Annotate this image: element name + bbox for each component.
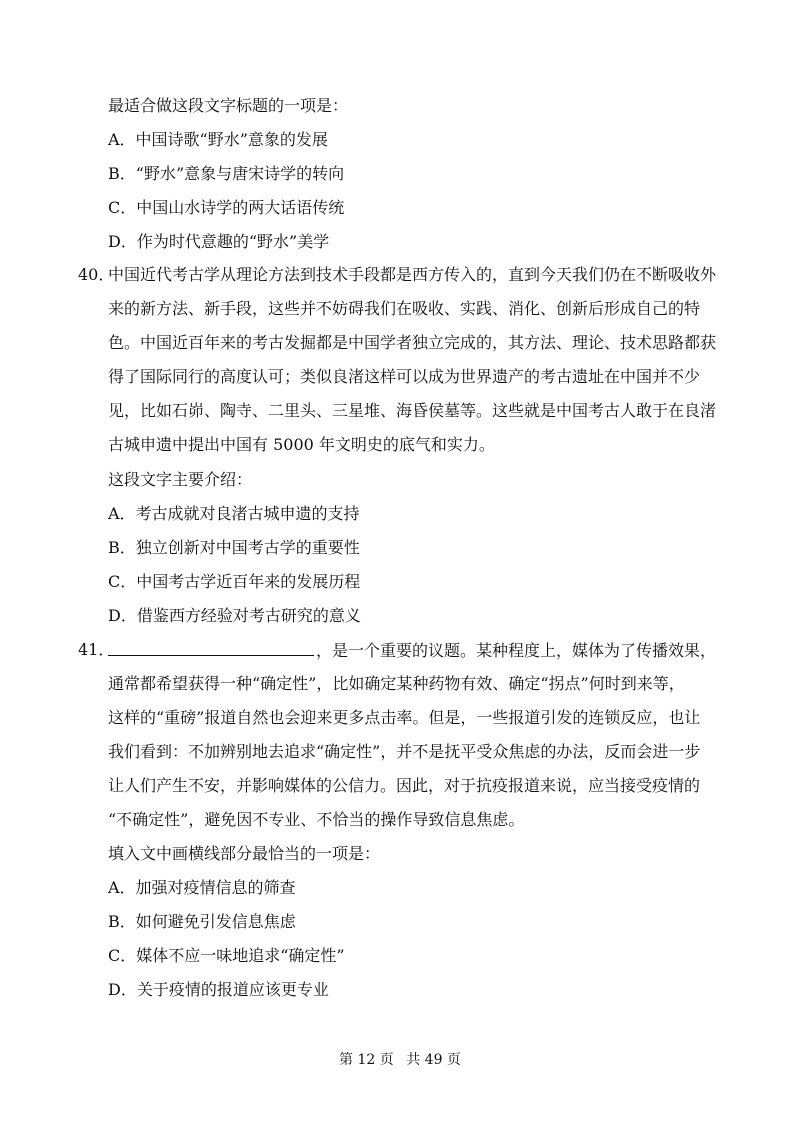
q41-option-d: D．关于疫情的报道应该更专业 [108,980,329,999]
q41-passage-line-2: 通常都希望获得一种“确定性”，比如确定某种药物有效、确定“拐点”何时到来等， [108,674,685,693]
q41-first-line [108,640,716,660]
page-number: 第 12 页 [339,1052,394,1068]
q41-option-b: B．如何避免引发信息焦虑 [108,912,296,931]
q40-option-a: A．考古成就对良渚古城申遗的支持 [108,504,360,523]
q41-prompt: 填入文中画横线部分最恰当的一项是： [108,844,381,863]
q39-option-a: A．中国诗歌“野水”意象的发展 [108,130,328,149]
q40-number: 40． [78,265,115,284]
q41-passage-line-3: 这样的“重磅”报道自然也会迎来更多点击率。但是，一些报道引发的连锁反应，也让 [108,708,701,727]
q39-option-d: D．作为时代意趣的“野水”美学 [108,232,330,251]
q39-option-b: B．“野水”意象与唐宋诗学的转向 [108,164,345,183]
q40-option-b: B．独立创新对中国考古学的重要性 [108,538,360,557]
q40-passage-line-4: 得了国际同行的高度认可；类似良渚这样可以成为世界遗产的考古遗址在中国并不少 [108,367,701,386]
q41-first-line-tail: ，是一个重要的议题。某种程度上，媒体为了传播效果， [316,641,717,660]
q40-passage-line-2: 来的新方法、新手段，这些并不妨碍我们在吸收、实践、消化、创新后形成自己的特 [108,299,701,318]
q39-prompt: 最适合做这段文字标题的一项是： [108,96,349,115]
q41-passage-line-4: 我们看到：不加辨别地去追求“确定性”，并不是抚平受众焦虑的办法，反而会进一步 [108,742,701,761]
q40-passage-line-6: 古城申遗中提出中国有 5000 年文明史的底气和实力。 [108,435,495,454]
q41-number: 41． [78,640,115,659]
q40-prompt: 这段文字主要介绍： [108,470,253,489]
q41-option-c: C．媒体不应一味地追求“确定性” [108,946,345,965]
q40-option-c: C．中国考古学近百年来的发展历程 [108,572,361,591]
page-footer [0,1051,800,1069]
q39-option-c: C．中国山水诗学的两大话语传统 [108,198,345,217]
q40-passage-line-3: 色。中国近百年来的考古发掘都是中国学者独立完成的，其方法、理论、技术思路都获 [108,333,717,352]
q41-option-a: A．加强对疫情信息的筛查 [108,878,296,897]
fill-in-blank [108,640,314,656]
q41-passage-line-6: “不确定性”，避免因不专业、不恰当的操作导致信息焦虑。 [108,810,525,829]
q40-option-d: D．借鉴西方经验对考古研究的意义 [108,606,361,625]
q41-passage-line-5: 让人们产生不安，并影响媒体的公信力。因此，对于抗疫报道来说，应当接受疫情的 [108,776,701,795]
q40-passage-line-1: 中国近代考古学从理论方法到技术手段都是西方传入的，直到今天我们仍在不断吸收外 [108,265,717,284]
q40-passage-line-5: 见，比如石峁、陶寺、二里头、三星堆、海昏侯墓等。这些就是中国考古人敢于在良渚 [108,401,717,420]
total-pages: 共 49 页 [406,1052,461,1068]
